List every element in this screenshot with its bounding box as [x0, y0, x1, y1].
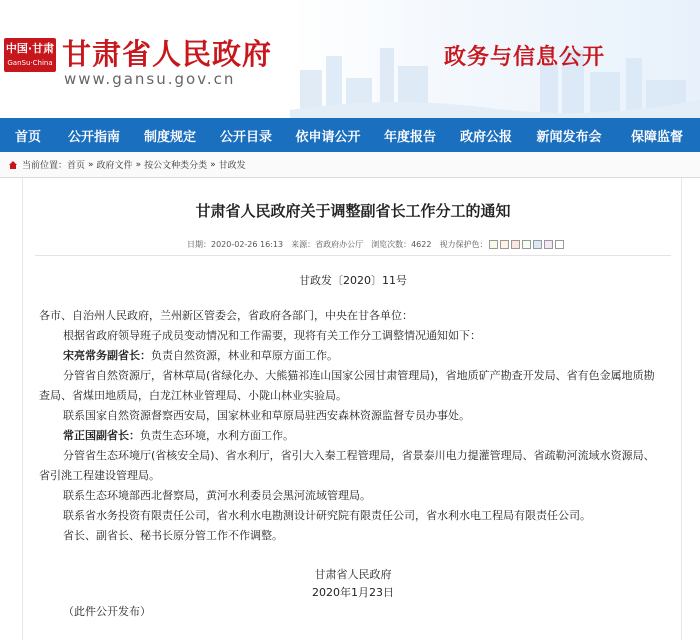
footnote: （此件公开发布）	[63, 605, 151, 618]
doc-number: 甘政发〔2020〕11号	[299, 274, 407, 287]
site-domain: www.gansu.gov.cn	[64, 70, 236, 88]
chang-name: 常正国副省长：	[63, 429, 140, 442]
eye-color-swatch[interactable]	[489, 240, 498, 249]
meta-eye-label: 视力保护色：	[439, 239, 488, 249]
site-title[interactable]: 甘肃省人民政府	[62, 37, 273, 71]
eye-color-swatch[interactable]	[544, 240, 553, 249]
eye-color-swatch[interactable]	[500, 240, 509, 249]
breadcrumb-home[interactable]: 首页	[67, 161, 86, 171]
eye-color-swatch[interactable]	[555, 240, 564, 249]
nav-item-annual-report[interactable]: 年度报告	[383, 129, 436, 145]
meta-source: 来源：省政府办公厅	[291, 239, 364, 249]
nav-item-press[interactable]: 新闻发布会	[536, 129, 602, 145]
site-logo[interactable]	[4, 38, 56, 72]
breadcrumb	[0, 152, 700, 178]
logo-cn-text: 中国·甘肃	[5, 42, 55, 55]
breadcrumb-doc-type[interactable]: 按公文种类分类	[144, 161, 208, 171]
nav-item-home[interactable]: 首页	[14, 129, 41, 145]
breadcrumb-prefix: 当前位置：	[22, 161, 68, 171]
eye-color-swatch[interactable]	[522, 240, 531, 249]
para-song-line2: 查局、省煤田地质局，白龙江林业管理局、小陇山林业实验局。	[39, 389, 347, 402]
title-divider	[35, 255, 671, 256]
para-chang-line3: 联系生态环境部西北督察局，黄河水利委员会黑河流域管理局。	[63, 489, 371, 502]
sign-date: 2020年1月23日	[312, 586, 394, 599]
meta-views: 浏览次数：4622	[371, 239, 432, 249]
para-song	[63, 346, 338, 366]
para-other: 省长、副省长、秘书长原分管工作不作调整。	[63, 529, 283, 542]
article-meta	[187, 238, 566, 250]
article-title: 甘肃省人民政府关于调整副省长工作分工的通知	[195, 202, 511, 220]
signer: 甘肃省人民政府	[314, 568, 392, 581]
logo-en-text: GanSu·China	[7, 59, 53, 67]
breadcrumb-separator: »	[135, 159, 142, 170]
article-body	[22, 178, 682, 640]
nav-item-catalog[interactable]: 公开目录	[219, 129, 272, 145]
song-name: 宋亮常务副省长：	[63, 349, 151, 362]
breadcrumb-gov-docs[interactable]: 政府文件	[96, 161, 133, 171]
meta-date: 日期：2020-02-26 16:13	[187, 239, 284, 249]
nav-item-application[interactable]: 依申请公开	[295, 129, 361, 145]
breadcrumb-current[interactable]: 甘政发	[218, 161, 246, 171]
nav-item-supervision[interactable]: 保障监督	[630, 129, 683, 145]
nav-item-gazette[interactable]: 政府公报	[459, 129, 512, 145]
breadcrumb-separator: »	[88, 159, 94, 170]
para-song-line3: 联系国家自然资源督察西安局，国家林业和草原局驻西安森林资源监督专员办事处。	[63, 409, 470, 422]
para-chang-line4: 联系省水务投资有限责任公司，省水利水电勘测设计研究院有限责任公司，省水利水电工程局有限责任公司。	[63, 509, 591, 522]
para-chang-line2: 省引洮工程建设管理局。	[39, 469, 160, 482]
eye-color-swatch[interactable]	[511, 240, 520, 249]
site-slogan: 政务与信息公开	[444, 45, 606, 70]
nav-item-guide[interactable]: 公开指南	[67, 129, 120, 145]
song-duty: 负责自然资源，林业和草原方面工作。	[151, 349, 338, 362]
para-song-line1: 分管省自然资源厅，省林草局(省绿化办、大熊猫祁连山国家公园甘肃管理局)，省地质矿产勘查开发局、省有色金属地质勘	[63, 369, 655, 382]
para-addressee: 各市、自治州人民政府，兰州新区管委会，省政府各部门，中央在甘各单位：	[39, 309, 413, 322]
location-icon	[8, 160, 18, 170]
eye-color-swatch[interactable]	[533, 240, 542, 249]
breadcrumb-separator: »	[210, 159, 216, 170]
main-nav	[0, 118, 700, 152]
nav-item-rules[interactable]: 制度规定	[143, 129, 196, 145]
para-chang	[63, 426, 294, 446]
site-header	[0, 0, 700, 118]
para-chang-line1: 分管省生态环境厅(省核安全局)、省水利厅，省引大入秦工程管理局，省景泰川电力提灌管理局、省疏勒河流域水资源局、	[63, 449, 655, 462]
para-intro: 根据省政府领导班子成员变动情况和工作需要，现将有关工作分工调整情况通知如下：	[63, 329, 481, 342]
chang-duty: 负责生态环境，水利方面工作。	[140, 429, 294, 442]
